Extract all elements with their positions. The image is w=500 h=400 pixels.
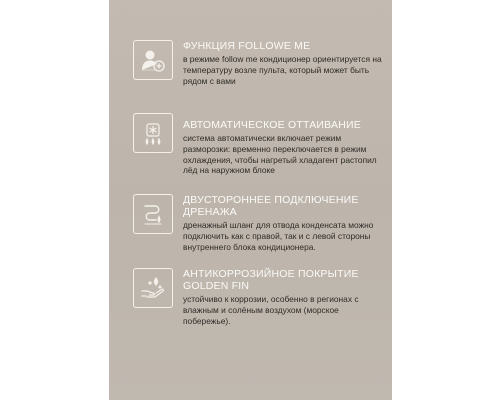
person-plus-icon (133, 40, 173, 80)
feature-golden-fin (133, 268, 388, 343)
drain-hose-icon (133, 194, 173, 234)
feature-description: устойчиво к коррозии, особенно в регионах с влажным и солёным воздухом (морское побережье). (183, 294, 359, 326)
feature-title: ФУНКЦИЯ FOLLOWE ME (183, 40, 311, 52)
feature-description: система автоматически включает режим разморозки: временно переключается в режим охлаждения, чтобы нагретый хладагент растопил лёд на наружном блоке (183, 133, 377, 176)
feature-two-way-drain (133, 194, 388, 264)
snowflake-drops-icon (133, 113, 173, 153)
feature-title: АНТИКОРРОЗИЙНОЕ ПОКРЫТИЕ GOLDEN FIN (183, 268, 359, 292)
feature-description: в режиме follow me кондиционер ориентируется на температуру возле пульта, который может быть рядом с вами (183, 54, 382, 86)
features-panel (109, 0, 392, 400)
feature-title: АВТОМАТИЧЕСКОЕ ОТТАИВАНИЕ (183, 119, 361, 131)
hand-droplet-icon (133, 268, 173, 308)
feature-follow-me (133, 40, 388, 100)
feature-description: дренажный шланг для отвода конденсата можно подключить как с правой, так и с левой стороны внутреннего блока кондиционера. (183, 220, 374, 252)
feature-auto-defrost (133, 113, 388, 183)
feature-title: ДВУСТОРОННЕЕ ПОДКЛЮЧЕНИЕ ДРЕНАЖА (183, 194, 359, 218)
